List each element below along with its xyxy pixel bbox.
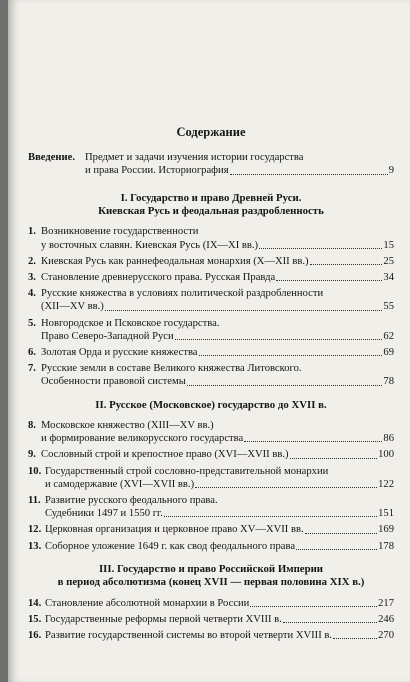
intro-label: Введение. [28,152,75,164]
entry-number: 4. [28,288,36,300]
toc-entry[interactable] [28,494,394,520]
entry-text: Судебники 1497 и 1550 гг. [45,508,163,520]
leader-dots [244,440,382,442]
leader-dots [187,384,383,386]
page-number: 100 [378,449,394,461]
leader-dots [199,354,383,356]
entry-number: 10. [28,465,42,477]
page-number: 9 [388,165,394,177]
toc-entry[interactable] [28,362,394,388]
page-number: 151 [378,508,394,520]
page-number: 25 [383,255,394,267]
leader-dots [290,457,378,459]
toc-entry[interactable] [28,225,394,251]
toc-entry-line [41,432,394,445]
toc-entry[interactable] [28,271,394,284]
entry-text: Становление древнерусского права. Русская Правда [41,272,276,284]
page-number: 62 [383,330,394,342]
page-number: 217 [378,597,394,609]
entry-number: 6. [28,347,36,359]
toc-entry[interactable] [28,540,394,553]
page-number: 246 [378,613,394,625]
section-heading [28,192,394,219]
leader-dots [259,247,382,249]
page-number: 34 [383,272,394,284]
toc-entry-line [41,255,394,268]
entry-text: Русские княжества в условиях политической раздробленности [41,288,324,300]
section-heading-line: в период абсолютизма (конец XVII — первая половина XIX в.) [57,576,365,589]
toc-entry-line [45,478,394,491]
table-of-contents [28,126,394,645]
entry-text: Новгородское и Псковское государства. [41,317,220,329]
toc-entry-line [41,362,394,375]
entry-text: Право Северо-Западной Руси [41,330,174,342]
page-number: 270 [378,630,394,642]
entry-number: 7. [28,363,36,375]
entry-text: Развитие русского феодального права. [45,495,218,507]
leader-dots [164,515,377,517]
entry-text: Сословный строй и крепостное право (XVI—XVII вв.) [41,449,289,461]
entry-text: Государственные реформы первой четверти XVIII в. [45,613,282,625]
toc-entry-line: и права России. Историография 9 [85,165,394,177]
leader-dots [195,486,377,488]
entry-number: 5. [28,317,36,329]
toc-entry-line [41,346,394,359]
toc-entry-introduction[interactable] [28,151,394,177]
toc-entry[interactable] [28,255,394,268]
toc-entry-line [41,317,394,330]
entry-number: 8. [28,420,36,432]
toc-entry-line [41,287,394,300]
page-number: 178 [378,540,394,552]
entry-number: 11. [28,495,41,507]
entry-number: 14. [28,597,42,609]
entry-text: и самодержавие (XVI—XVII вв.) [45,478,195,490]
entry-text: (XII—XV вв.) [41,301,104,313]
entry-text: Золотая Орда и русские княжества [41,347,198,359]
toc-entry-line [41,225,394,238]
section-heading-line: III. Государство и право Российской Империи [98,562,324,575]
toc-entry-line: Предмет и задачи изучения истории государства [85,152,304,164]
entry-number: 12. [28,524,42,536]
toc-entry-line [41,239,394,252]
page-title: Содержание [176,125,246,139]
leader-dots [250,605,377,607]
toc-entry[interactable] [28,597,394,610]
entry-text: Соборное уложение 1649 г. как свод феодального права [45,540,296,552]
entry-number: 2. [28,255,36,267]
page-number: 86 [383,433,394,445]
book-page [8,0,410,682]
section-heading-line: Киевская Русь и феодальная раздробленность [98,205,324,218]
toc-entry-line [45,507,394,520]
entry-number: 3. [28,272,36,284]
page-number: 55 [383,301,394,313]
entry-text: Киевская Русь как раннефеодальная монархия (X—XII вв.) [41,255,309,267]
page-number: 122 [378,478,394,490]
entry-number: 15. [28,613,42,625]
entry-text: Развитие государственной системы во второй четверти XVIII в. [45,630,333,642]
toc-entry[interactable] [28,629,394,642]
entry-text: и формирование великорусского государства [41,433,244,445]
toc-entry[interactable] [28,523,394,536]
toc-entry[interactable] [28,448,394,461]
page-number: 15 [383,239,394,251]
entry-text: Государственный строй сословно-представительной монархии [45,465,329,477]
toc-entry-line [41,300,394,313]
page-number: 78 [383,376,394,388]
entry-number: 16. [28,630,42,642]
page-number: 69 [383,347,394,359]
toc-entry[interactable] [28,613,394,626]
toc-entry-line [45,540,394,553]
entry-number: 1. [28,226,36,238]
toc-entry-line [41,419,394,432]
leader-dots [230,173,388,175]
toc-sections [28,192,394,643]
entry-text: у восточных славян. Киевская Русь (IX—XI вв.) [41,239,259,251]
toc-entry[interactable] [28,287,394,313]
toc-entry[interactable] [28,317,394,343]
entry-number: 9. [28,449,36,461]
toc-entry[interactable] [28,419,394,445]
section-heading [28,563,394,590]
toc-entry-line [45,597,394,610]
entry-text: Московское княжество (XIII—XV вв.) [41,420,214,432]
toc-entry-line [41,271,394,284]
entry-text: Возникновение государственности [41,226,199,238]
entry-text: Церковная организация и церковное право XV—XVII вв. [45,524,304,536]
entry-text: Особенности правовой системы [41,376,186,388]
page-number: 169 [378,524,394,536]
toc-entry-line [45,613,394,626]
section-heading [28,399,394,412]
leader-dots [310,263,383,265]
section-heading-line: II. Русское (Московское) государство до XVII в. [95,398,327,411]
leader-dots [333,637,377,639]
section-heading-line: I. Государство и право Древней Руси. [120,191,302,204]
leader-dots [105,309,383,311]
entry-text: Русские земли в составе Великого княжества Литовского. [41,363,302,375]
toc-entry[interactable] [28,465,394,491]
toc-entry-line [41,375,394,388]
leader-dots [276,279,382,281]
toc-entry-line [41,448,394,461]
toc-entry-line [45,523,394,536]
leader-dots [283,621,377,623]
entry-text: Становление абсолютной монархии в России [45,597,250,609]
entry-number: 13. [28,540,42,552]
toc-entry-line [45,629,394,642]
toc-entry-line [41,330,394,343]
toc-entry-line [45,465,394,478]
leader-dots [175,338,383,340]
leader-dots [296,548,377,550]
toc-entry-line [45,494,394,507]
leader-dots [305,532,377,534]
toc-entry[interactable] [28,346,394,359]
